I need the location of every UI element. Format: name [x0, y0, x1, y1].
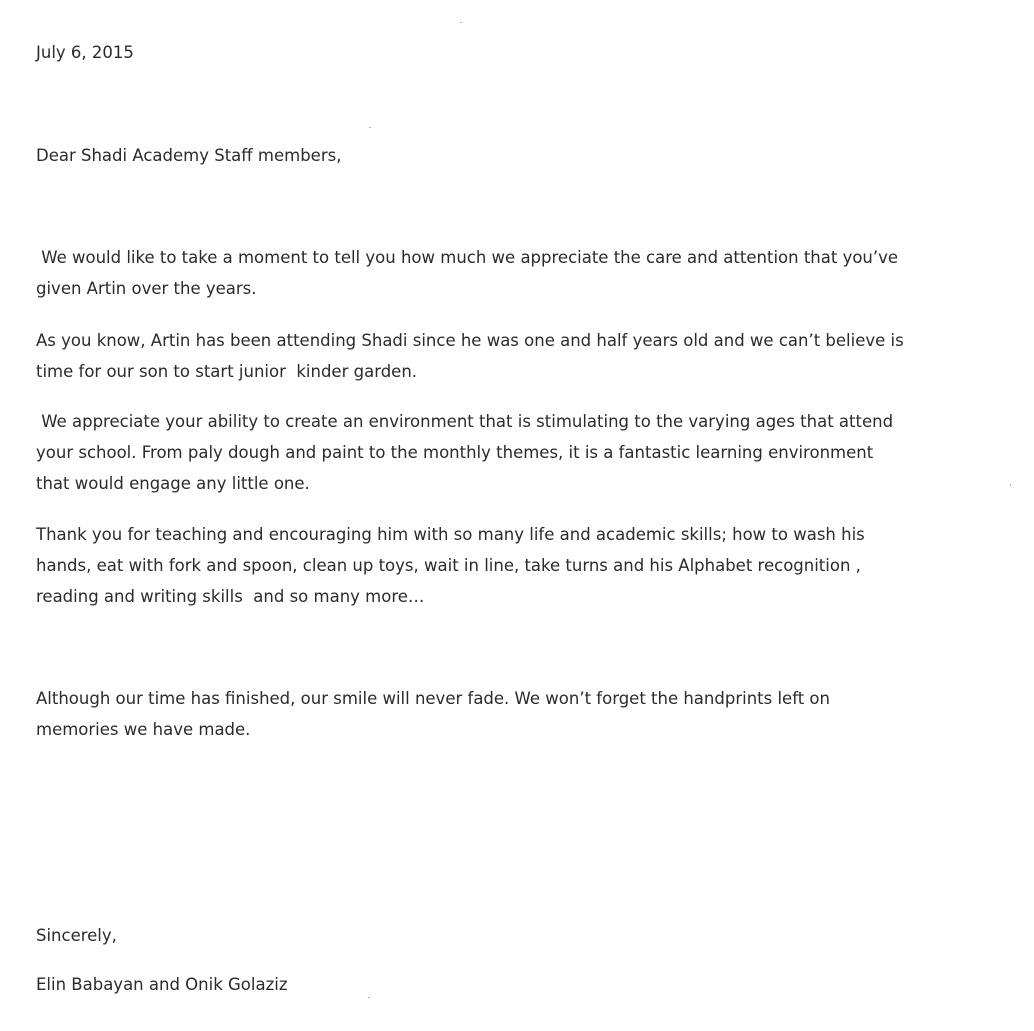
signatories: Elin Babayan and Onik Golaziz [36, 975, 288, 994]
scan-speck [368, 997, 370, 998]
paragraph-line: your school. From paly dough and paint to the monthly themes, it is a fantastic learning environment [36, 443, 874, 462]
paragraph-line: that would engage any little one. [36, 474, 310, 493]
letter-date: July 6, 2015 [36, 43, 134, 62]
scan-speck [460, 22, 462, 23]
paragraph-line: We would like to take a moment to tell you how much we appreciate the care and attention that you’ve [36, 248, 899, 267]
paragraph-thanks [36, 519, 865, 612]
paragraph-line: We appreciate your ability to create an environment that is stimulating to the varying ages that attend [36, 412, 894, 431]
paragraph-environment [36, 406, 893, 499]
paragraph-line: Thank you for teaching and encouraging him with so many life and academic skills; how to wash his [36, 525, 865, 544]
closing: Sincerely, [36, 926, 117, 945]
paragraph-attendance [36, 325, 904, 387]
paragraph-line: time for our son to start junior kinder garden. [36, 362, 418, 381]
paragraph-line: hands, eat with fork and spoon, clean up toys, wait in line, take turns and his Alphabet recognition , [36, 556, 861, 575]
paragraph-appreciation [36, 242, 898, 304]
paragraph-line: Although our time has finished, our smile will never fade. We won’t forget the handprints left on [36, 689, 830, 708]
salutation: Dear Shadi Academy Staff members, [36, 146, 342, 165]
paragraph-line: As you know, Artin has been attending Shadi since he was one and half years old and we can’t believe is [36, 331, 904, 350]
paragraph-farewell [36, 683, 830, 745]
scan-speck [369, 127, 371, 128]
scan-speck [1010, 484, 1011, 486]
paragraph-line: memories we have made. [36, 720, 251, 739]
paragraph-line: given Artin over the years. [36, 279, 257, 298]
paragraph-line: reading and writing skills and so many more… [36, 587, 425, 606]
